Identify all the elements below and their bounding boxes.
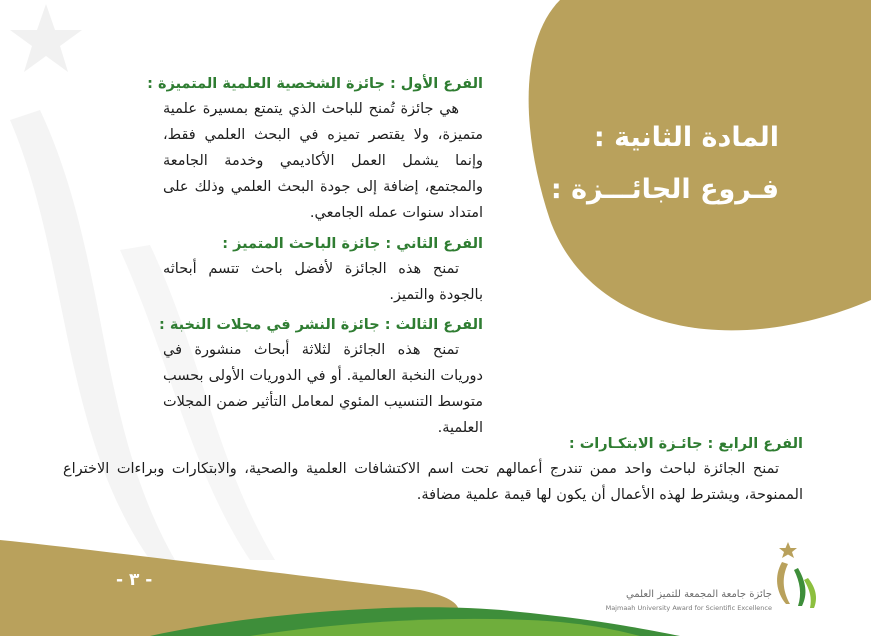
- section-branch-1: [147, 72, 483, 226]
- logo-gold-arc: [777, 562, 790, 604]
- page-heading: [519, 112, 779, 216]
- section-branch-2: [163, 232, 483, 308]
- page-number: - ٣ -: [116, 570, 153, 590]
- logo-star: [779, 542, 797, 558]
- section-body: تمنح هذه الجائزة لثلاثة أبحاث منشورة في دوريات النخبة العالمية. أو في الدوريات الأولى بحسب متوسط التنسيب المئوي لمعامل التأثير ضمن المجلات العلمية.: [163, 342, 483, 436]
- section-title: الفرع الأول : جائزة الشخصية العلمية المتميزة :: [147, 76, 483, 92]
- section-branch-4: [63, 432, 803, 508]
- award-logo: [605, 540, 824, 612]
- section-body: تمنح الجائزة لباحث واحد ممن تندرج أعمالهم تحت اسم الاكتشافات العلمية والصحية، والابتكارات وبراءات الاختراع الممنوحة، ويشترط لهذه الأعمال أن يكون لها قيمة علمية مضافة.: [63, 461, 803, 503]
- heading-line-branches: فـروع الجائـــزة :: [550, 174, 779, 205]
- heading-line-article: المادة الثانية :: [593, 122, 779, 153]
- award-logo-emblem: [764, 540, 824, 610]
- logo-arabic-text: جائزة جامعة المجمعة للتميز العلمي: [625, 589, 772, 600]
- section-body: هي جائزة تُمنح للباحث الذي يتمتع بمسيرة علمية متميزة، ولا يقتصر تميزه في البحث العلمي فقط، وإنما يشمل العمل الأكاديمي وخدمة الجامعة والمجتمع، إضافة إلى جودة البحث العلمي وذلك على امتداد سنوات عمله الجامعي.: [163, 101, 483, 221]
- section-title: الفرع الثاني : جائزة الباحث المتميز :: [222, 236, 483, 252]
- section-title: الفرع الرابع : جائـزة الابتكـارات :: [568, 436, 803, 452]
- logo-english-text: Majmaah University Award for Scientific Excellence: [605, 604, 772, 612]
- section-branch-3: [158, 313, 483, 441]
- section-body: تمنح هذه الجائزة لأفضل باحث تتسم أبحاثه بالجودة والتميز.: [163, 261, 483, 303]
- logo-green-arc-2: [804, 578, 816, 608]
- watermark-star: [10, 4, 82, 72]
- logo-green-arc: [794, 568, 805, 606]
- section-title: الفرع الثالث : جائزة النشر في مجلات النخبة :: [158, 317, 483, 333]
